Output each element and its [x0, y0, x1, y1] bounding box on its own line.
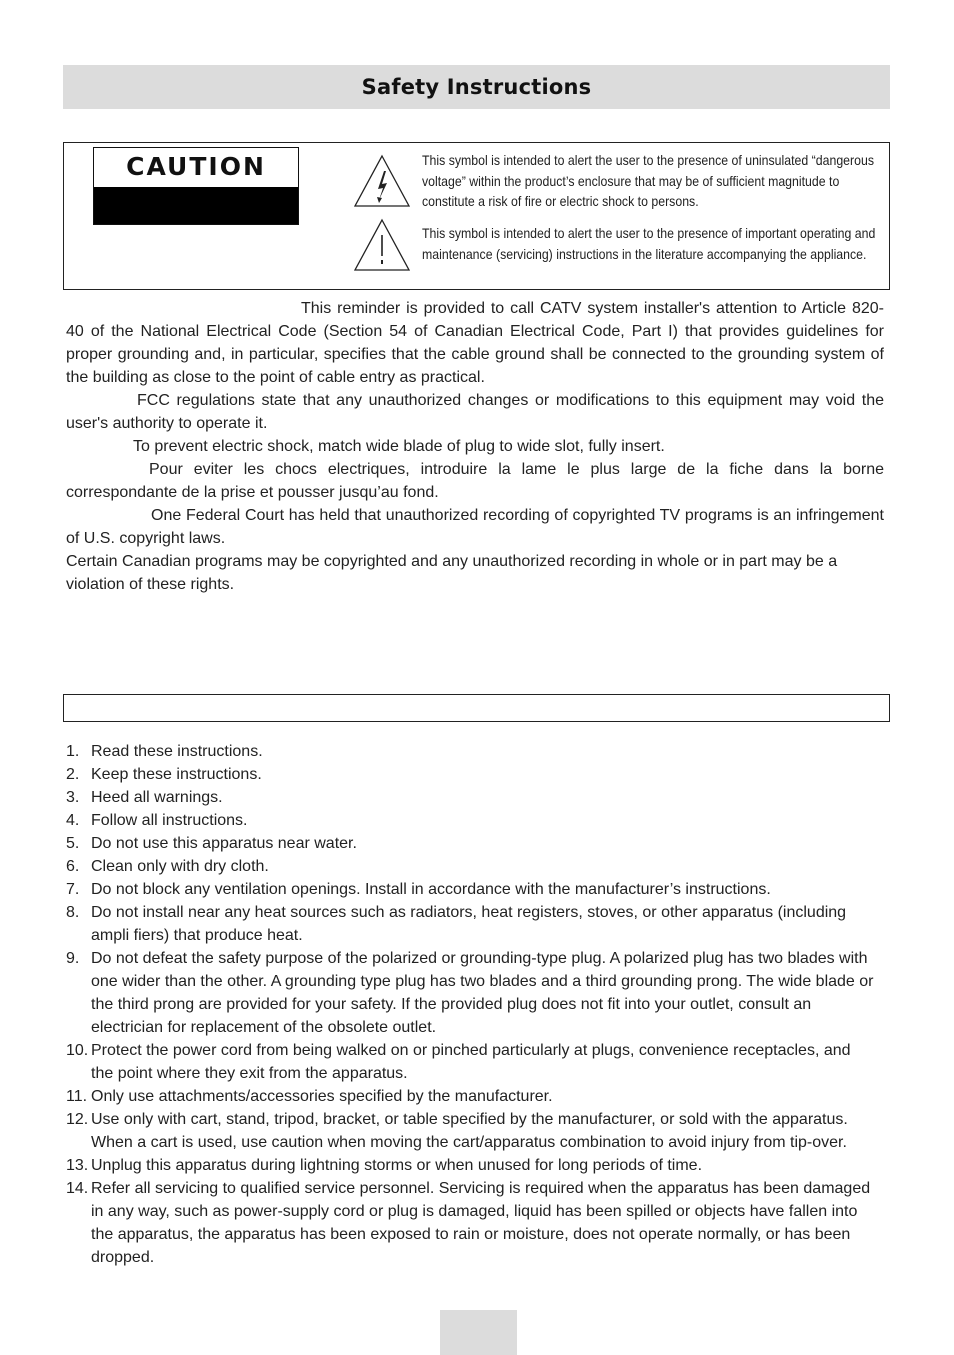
- plug-notice-english: To prevent electric shock, match wide blade of plug to wide slot, fully insert.: [133, 438, 665, 455]
- safety-instructions-list: [66, 740, 876, 1269]
- list-item: 2. Keep these instructions.: [66, 766, 262, 783]
- list-item: 6. Clean only with dry cloth.: [66, 858, 269, 875]
- list-item: 1. Read these instructions.: [66, 743, 263, 760]
- copyright-notice: One Federal Court has held that unauthorized recording of copyrighted TV programs is an infringement of U.S. copyright laws.: [66, 507, 884, 547]
- list-item: 8. Do not install near any heat sources such as radiators, heat registers, stoves, or other apparatus (including ampli fiers) that produce heat.: [66, 904, 847, 944]
- list-item: 3. Heed all warnings.: [66, 789, 223, 806]
- list-item: 5. Do not use this apparatus near water.: [66, 835, 357, 852]
- caution-label-black-band: [94, 187, 298, 224]
- list-item: 9. Do not defeat the safety purpose of the polarized or grounding-type plug. A polarized plug has two blades with one wider than the other. A grounding type plug has two blades and a third grounding prong. The wide blade or the third prong are provided for your safety. If the provided plug does not fit into your outlet, consult an electrician for replacement of the obsolete outlet.: [66, 950, 874, 1036]
- canadian-copyright-notice: Certain Canadian programs may be copyrighted and any unauthorized recording in whole or in part may be a violation of these rights.: [66, 553, 838, 593]
- caution-box: [63, 142, 890, 290]
- catv-notice: This reminder is provided to call CATV system installer's attention to Article 820-40 of the National Electrical Code (Section 54 of Canadian Electrical Code, Part I) that provides guidelines for proper grounding and, in particular, specifies that the cable ground shall be connected to the grounding system of the building as close to the point of cable entry as practical.: [66, 300, 884, 386]
- exclamation-triangle-icon: [352, 217, 412, 273]
- list-item: 14. Refer all servicing to qualified service personnel. Servicing is required when the apparatus has been damaged in any way, such as power-supply cord or plug is damaged, liquid has been spilled or objects have fallen into the apparatus, the apparatus has been exposed to rain or moisture, does not operate normally, or has been dropped.: [66, 1180, 871, 1266]
- notices-section: [66, 297, 884, 596]
- list-item: 13. Unplug this apparatus during lightning storms or when unused for long periods of time.: [66, 1157, 703, 1174]
- section-heading-box: [63, 694, 890, 722]
- instructions-symbol-text: This symbol is intended to alert the user to the presence of important operating and maintenance (servicing) instructions in the literature accompanying the appliance.: [422, 225, 876, 262]
- plug-notice-french: Pour eviter les chocs electriques, introduire la lame le plus large de la fiche dans la borne correspondante de la prise et pousser jusqu’au fond.: [66, 461, 884, 501]
- caution-label: [93, 147, 299, 225]
- title-bar: [63, 65, 890, 109]
- page-title: Safety Instructions: [361, 75, 592, 99]
- list-item: 11. Only use attachments/accessories specified by the manufacturer.: [66, 1088, 553, 1105]
- list-item: 4. Follow all instructions.: [66, 812, 248, 829]
- lightning-triangle-icon: [352, 153, 412, 209]
- list-item: 10. Protect the power cord from being walked on or pinched particularly at plugs, convenience receptacles, and the point where they exit from the apparatus.: [66, 1042, 851, 1082]
- list-item: 7. Do not block any ventilation openings. Install in accordance with the manufacturer’s instructions.: [66, 881, 771, 898]
- voltage-symbol-text: This symbol is intended to alert the user to the presence of uninsulated “dangerous voltage” within the product’s enclosure that may be of sufficient magnitude to constitute a risk of fire or electric shock to persons.: [422, 152, 875, 209]
- fcc-notice: FCC regulations state that any unauthorized changes or modifications to this equipment may void the user's authority to operate it.: [66, 392, 884, 432]
- page-number-tab: [440, 1310, 517, 1355]
- caution-word: CAUTION: [126, 151, 266, 181]
- list-item: 12. Use only with cart, stand, tripod, bracket, or table specified by the manufacturer, or sold with the apparatus. When a cart is used, use caution when moving the cart/apparatus combination to avoid injury from tip-over.: [66, 1111, 848, 1151]
